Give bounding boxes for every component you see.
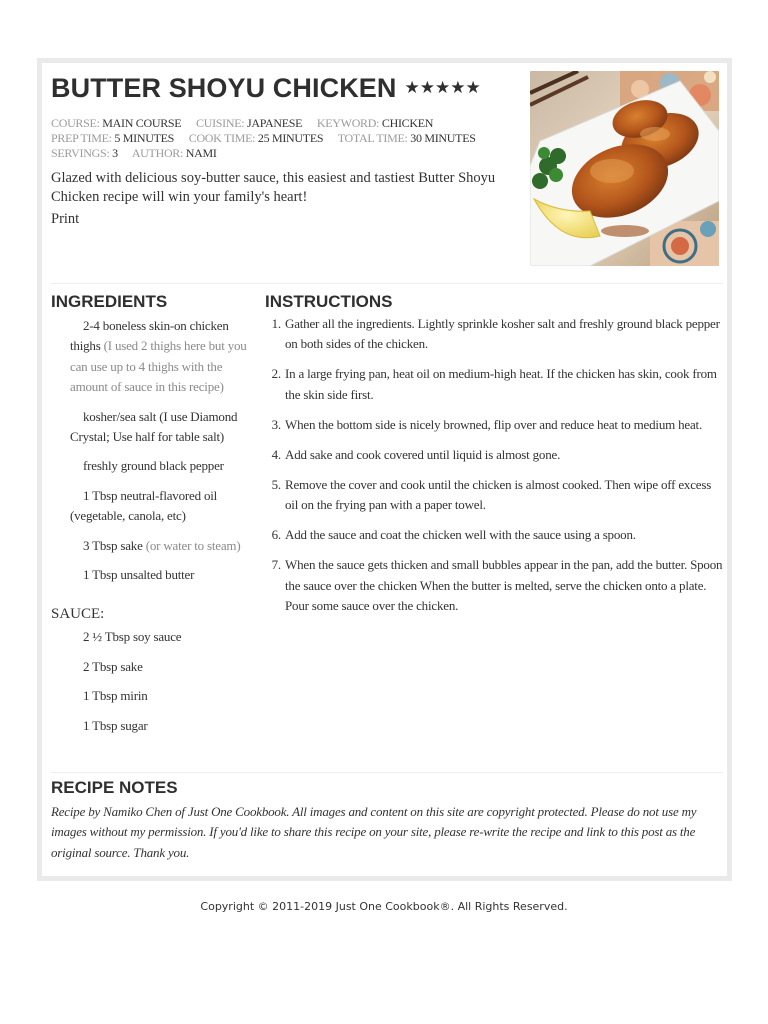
cuisine-label: CUISINE: [196, 116, 245, 130]
sauce-item: 2 ½ Tbsp soy sauce [83, 629, 182, 645]
instruction-step: 3. When the bottom side is nicely browned, flip over and reduce heat to medium heat. [284, 415, 723, 435]
ingredient-item [51, 316, 253, 398]
recipe-summary: Glazed with delicious soy-butter sauce, this easiest and tastiest Butter Shoyu Chicken recipe will win your family's heart! [51, 170, 496, 205]
instruction-step: 7. When the sauce gets thicken and small bubbles appear in the pan, add the butter. Spoon the sauce over the chicken When the butter is melted, serve the chicken onto a plate. Pour some sauce over the chicken. [284, 555, 723, 616]
recipe-photo [530, 71, 719, 266]
ingredient-text: 1 Tbsp neutral-flavored oil (vegetable, canola, etc) [70, 487, 218, 524]
total-time-value: 30 MINUTES [410, 131, 476, 145]
prep-time-value: 5 MINUTES [114, 131, 175, 145]
instructions-list [265, 314, 723, 616]
meta-row-1 [51, 116, 521, 131]
cuisine-value: JAPANESE [247, 116, 303, 130]
print-link[interactable]: Print [51, 211, 80, 227]
ingredient-item [51, 486, 253, 527]
ingredient-text: 3 Tbsp sake [83, 537, 143, 553]
instruction-step: 6. Add the sauce and coat the chicken well with the sauce using a spoon. [284, 525, 723, 545]
title-row [51, 73, 481, 104]
servings-value: 3 [112, 146, 118, 160]
recipe-notes-text: Recipe by Namiko Chen of Just One Cookbook. All images and content on this site are copyright protected. Please do not use my images without my permission. If you'd like to share this recipe on your site, please re-write the recipe and link to this post as the original source. Thank you. [51, 804, 697, 860]
instruction-step: 2. In a large frying pan, heat oil on medium-high heat. If the chicken has skin, cook from the skin side first. [284, 364, 723, 405]
cook-time-value: 25 MINUTES [257, 131, 324, 145]
ingredient-note: (or water to steam) [142, 537, 241, 553]
sauce-item: 1 Tbsp sugar [83, 717, 148, 733]
ingredient-note: (I used 2 thighs here but you can use up to 4 thighs with the amount of sauce in this recipe) [70, 338, 247, 395]
ingredient-item [51, 536, 253, 556]
recipe-title: BUTTER SHOYU CHICKEN [51, 73, 397, 103]
recipe-notes-heading: RECIPE NOTES [51, 778, 178, 797]
ingredient-item [51, 565, 253, 585]
ingredient-item [51, 456, 253, 476]
instruction-step: 1. Gather all the ingredients. Lightly sprinkle kosher salt and freshly ground black pepper on both sides of the chicken. [284, 314, 723, 355]
divider [51, 283, 723, 284]
sauce-list [51, 627, 253, 736]
instruction-step: 5. Remove the cover and cook until the chicken is almost cooked. Then wipe off excess oil on the frying pan with a paper towel. [284, 475, 723, 516]
recipe-card [37, 58, 732, 881]
servings-label: SERVINGS: [51, 146, 110, 160]
course-value: MAIN COURSE [102, 116, 182, 130]
sauce-item: 1 Tbsp mirin [83, 688, 148, 704]
ingredient-item [51, 407, 253, 448]
ingredient-text: freshly ground black pepper [83, 458, 224, 474]
ingredient-text: kosher/sea salt (I use Diamond Crystal; Use half for table salt) [70, 408, 238, 445]
keyword-value: CHICKEN [381, 116, 434, 130]
sauce-heading: SAUCE: [51, 606, 105, 623]
ingredients-heading: INGREDIENTS [51, 292, 168, 311]
rating-stars-icon[interactable]: ★★★★★ [404, 78, 481, 97]
instructions-heading: INSTRUCTIONS [265, 292, 393, 311]
ingredient-text: 2-4 boneless skin-on chicken thighs [70, 318, 229, 354]
recipe-meta [51, 116, 521, 161]
instruction-step: 4. Add sake and cook covered until liquid is almost gone. [284, 445, 723, 465]
ingredients-section [51, 292, 253, 745]
recipe-notes-section [51, 778, 723, 863]
ingredients-list [51, 316, 253, 585]
prep-time-label: PREP TIME: [51, 131, 112, 145]
instructions-section [265, 292, 723, 626]
course-label: COURSE: [51, 116, 100, 130]
copyright-footer: Copyright © 2011-2019 Just One Cookbook®. All Rights Reserved. [200, 900, 568, 913]
meta-row-3 [51, 146, 521, 161]
author-label: AUTHOR: [131, 146, 184, 160]
divider [51, 772, 723, 773]
sauce-item: 2 Tbsp sake [83, 658, 143, 674]
cook-time-label: COOK TIME: [188, 131, 256, 145]
meta-row-2 [51, 131, 521, 146]
ingredient-text: 1 Tbsp unsalted butter [83, 567, 195, 583]
total-time-label: TOTAL TIME: [337, 131, 408, 145]
keyword-label: KEYWORD: [316, 116, 380, 130]
author-value: NAMI [185, 146, 217, 160]
